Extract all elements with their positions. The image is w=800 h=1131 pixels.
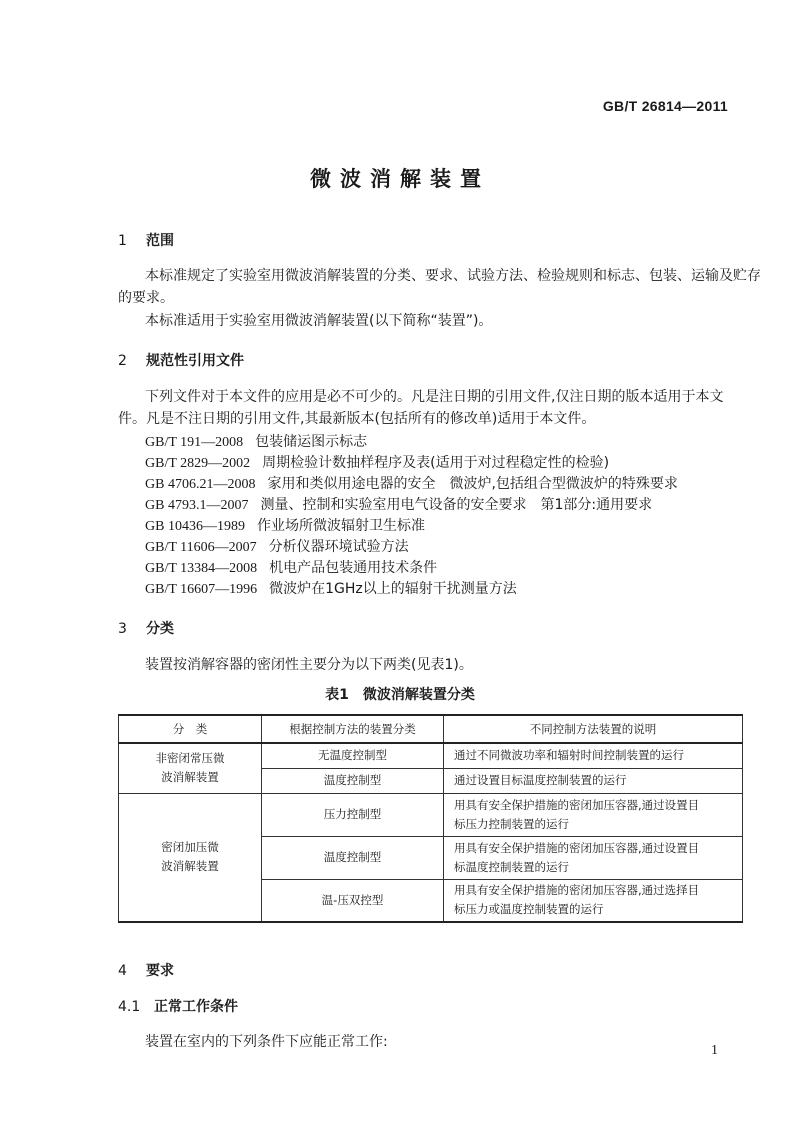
- table-caption: 表1 微波消解装置分类: [325, 687, 475, 703]
- description-line: 用具有安全保护措施的密闭加压容器,通过设置目: [454, 840, 700, 855]
- description-cell: [444, 879, 743, 922]
- reference-code: GB 4706.21—2008: [145, 477, 256, 492]
- section-4-heading: [118, 960, 174, 980]
- reference-code: GB/T 11606—2007: [145, 540, 257, 555]
- reference-title: 家用和类似用途电器的安全 微波炉,包括组合型微波炉的特殊要求: [267, 476, 678, 492]
- reference-title: 周期检验计数抽样程序及表(适用于对过程稳定性的检验): [262, 455, 610, 471]
- section-1-paragraph-1-line-2: 的要求。: [118, 290, 174, 306]
- table-header-cell: 根据控制方法的装置分类: [262, 715, 444, 743]
- section-3-paragraph: 装置按消解容器的密闭性主要分为以下两类(见表1)。: [145, 657, 473, 673]
- section-1-paragraph-2: 本标准适用于实验室用微波消解装置(以下简称“装置”)。: [145, 313, 493, 329]
- category-line: 波消解装置: [161, 770, 219, 785]
- description-line: 用具有安全保护措施的密闭加压容器,通过选择目: [454, 883, 700, 898]
- section-number: 2: [118, 353, 127, 369]
- section-3-heading: [118, 618, 174, 638]
- reference-item: [145, 473, 678, 493]
- section-number: 4: [118, 963, 127, 979]
- section-title: 规范性引用文件: [146, 353, 244, 369]
- section-2-heading: [118, 350, 244, 370]
- category-cell: [119, 743, 262, 793]
- table-header-cell: 不同控制方法装置的说明: [444, 715, 743, 743]
- type-cell: 压力控制型: [262, 793, 444, 836]
- category-line: 波消解装置: [161, 859, 219, 874]
- section-1-paragraph-1-line-1: 本标准规定了实验室用微波消解装置的分类、要求、试验方法、检验规则和标志、包装、运输及贮存: [145, 268, 761, 284]
- type-cell: 温度控制型: [262, 768, 444, 793]
- section-number: 4.1: [118, 999, 141, 1015]
- reference-code: GB 10436—1989: [145, 519, 245, 534]
- section-2-paragraph-line-1: 下列文件对于本文件的应用是必不可少的。凡是注日期的引用文件,仅注日期的版本适用于本文: [145, 389, 724, 405]
- reference-item: [145, 494, 652, 514]
- type-cell: 温度控制型: [262, 836, 444, 879]
- page-number: 1: [711, 1043, 718, 1058]
- table-header-cell: 分 类: [119, 715, 262, 743]
- reference-code: GB 4793.1—2007: [145, 498, 249, 513]
- reference-item: [145, 557, 437, 577]
- section-4-1-heading: [118, 996, 238, 1016]
- category-line: 非密闭常压微: [155, 751, 225, 766]
- type-cell: 无温度控制型: [262, 743, 444, 768]
- description-line: 标压力或温度控制装置的运行: [454, 902, 604, 917]
- table-row: [119, 793, 743, 836]
- reference-title: 微波炉在1GHz以上的辐射干扰测量方法: [269, 581, 517, 597]
- classification-table: [118, 714, 743, 923]
- section-number: 1: [118, 233, 127, 249]
- table-header-row: [119, 715, 743, 743]
- description-line: 用具有安全保护措施的密闭加压容器,通过设置目: [454, 797, 700, 812]
- table-row: [119, 743, 743, 768]
- section-title: 正常工作条件: [154, 999, 238, 1015]
- description-line: 标温度控制装置的运行: [454, 859, 569, 874]
- document-title: 微波消解装置: [310, 167, 490, 191]
- category-cell: [119, 793, 262, 922]
- description-cell: 通过设置目标温度控制装置的运行: [444, 768, 743, 793]
- reference-title: 测量、控制和实验室用电气设备的安全要求 第1部分:通用要求: [260, 497, 653, 513]
- section-title: 范围: [146, 233, 174, 249]
- section-number: 3: [118, 621, 127, 637]
- reference-item: [145, 515, 425, 535]
- reference-item: [145, 452, 609, 472]
- reference-item: [145, 578, 517, 598]
- reference-code: GB/T 2829—2002: [145, 456, 251, 471]
- standard-number: GB/T 26814—2011: [602, 98, 728, 114]
- section-4-1-paragraph: 装置在室内的下列条件下应能正常工作:: [145, 1034, 388, 1050]
- category-line: 密闭加压微: [161, 840, 219, 855]
- section-title: 要求: [146, 963, 174, 979]
- type-cell: 温-压双控型: [262, 879, 444, 922]
- description-cell: [444, 836, 743, 879]
- reference-title: 机电产品包装通用技术条件: [269, 560, 438, 576]
- reference-code: GB/T 13384—2008: [145, 561, 258, 576]
- section-1-heading: [118, 230, 174, 250]
- reference-code: GB/T 191—2008: [145, 435, 244, 450]
- reference-code: GB/T 16607—1996: [145, 582, 258, 597]
- description-cell: [444, 793, 743, 836]
- reference-item: [145, 536, 409, 556]
- reference-item: [145, 431, 367, 451]
- reference-title: 分析仪器环境试验方法: [268, 539, 409, 555]
- reference-title: 作业场所微波辐射卫生标准: [256, 518, 425, 534]
- description-cell: 通过不同微波功率和辐射时间控制装置的运行: [444, 743, 743, 768]
- reference-title: 包装储运图示标志: [255, 434, 368, 450]
- description-line: 标压力控制装置的运行: [454, 816, 569, 831]
- section-2-paragraph-line-2: 件。凡是不注日期的引用文件,其最新版本(包括所有的修改单)适用于本文件。: [118, 411, 596, 427]
- section-title: 分类: [146, 621, 174, 637]
